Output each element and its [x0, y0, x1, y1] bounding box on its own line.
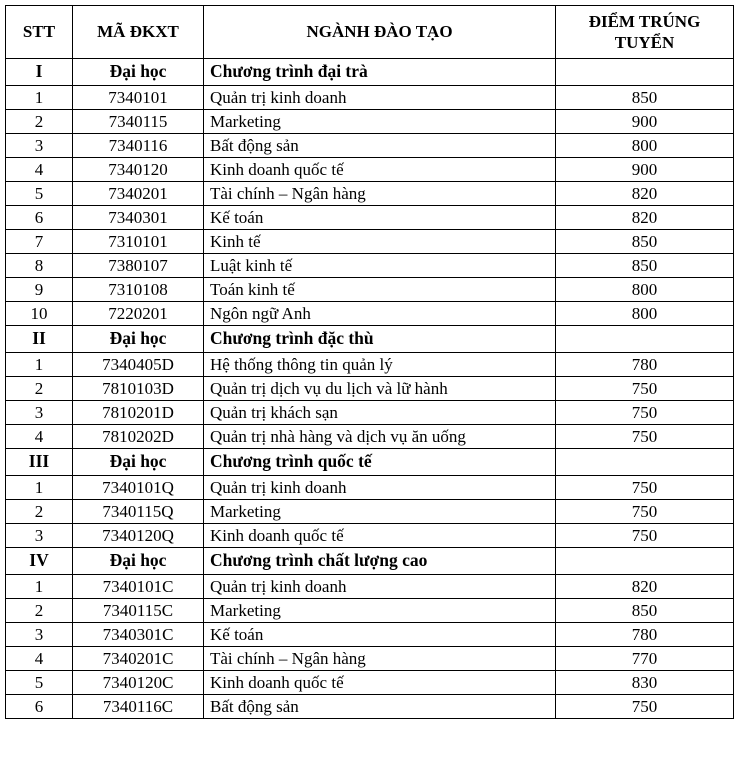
section-numeral: III: [6, 449, 73, 476]
section-row: [6, 548, 734, 575]
cell-major: Kinh tế: [204, 230, 556, 254]
table-row: [6, 182, 734, 206]
cell-score: 830: [556, 671, 734, 695]
cell-code: 7810201D: [73, 401, 204, 425]
cell-score: 850: [556, 86, 734, 110]
cell-stt: 9: [6, 278, 73, 302]
cell-major: Quản trị dịch vụ du lịch và lữ hành: [204, 377, 556, 401]
cell-code: 7380107: [73, 254, 204, 278]
cell-stt: 2: [6, 377, 73, 401]
table-row: [6, 206, 734, 230]
table-row: [6, 401, 734, 425]
section-program: Chương trình quốc tế: [204, 449, 556, 476]
cell-stt: 5: [6, 182, 73, 206]
table-row: [6, 425, 734, 449]
cell-code: 7340120C: [73, 671, 204, 695]
cell-score: 850: [556, 599, 734, 623]
cell-code: 7340115Q: [73, 500, 204, 524]
cell-score: 750: [556, 695, 734, 719]
cell-major: Quản trị nhà hàng và dịch vụ ăn uống: [204, 425, 556, 449]
cell-stt: 1: [6, 476, 73, 500]
table-row: [6, 158, 734, 182]
table-row: [6, 695, 734, 719]
admission-score-table: [5, 5, 734, 719]
cell-major: Kế toán: [204, 206, 556, 230]
table-row: [6, 302, 734, 326]
cell-stt: 3: [6, 524, 73, 548]
cell-code: 7340101Q: [73, 476, 204, 500]
cell-code: 7810202D: [73, 425, 204, 449]
table-row: [6, 500, 734, 524]
cell-code: 7340405D: [73, 353, 204, 377]
cell-score: 750: [556, 524, 734, 548]
cell-code: 7220201: [73, 302, 204, 326]
cell-score: 820: [556, 575, 734, 599]
cell-code: 7340115: [73, 110, 204, 134]
section-program: Chương trình đại trà: [204, 59, 556, 86]
table-row: [6, 134, 734, 158]
table-row: [6, 254, 734, 278]
cell-major: Quản trị kinh doanh: [204, 86, 556, 110]
cell-stt: 3: [6, 401, 73, 425]
cell-major: Kinh doanh quốc tế: [204, 158, 556, 182]
section-level: Đại học: [73, 59, 204, 86]
cell-score: 850: [556, 254, 734, 278]
cell-stt: 1: [6, 353, 73, 377]
section-numeral: IV: [6, 548, 73, 575]
section-row: [6, 449, 734, 476]
cell-score: 820: [556, 206, 734, 230]
cell-score: 780: [556, 353, 734, 377]
cell-major: Quản trị kinh doanh: [204, 476, 556, 500]
cell-major: Tài chính – Ngân hàng: [204, 647, 556, 671]
cell-major: Hệ thống thông tin quản lý: [204, 353, 556, 377]
cell-score: 770: [556, 647, 734, 671]
cell-major: Toán kinh tế: [204, 278, 556, 302]
section-row: [6, 326, 734, 353]
cell-score: 750: [556, 500, 734, 524]
cell-stt: 3: [6, 623, 73, 647]
table-row: [6, 575, 734, 599]
section-program: Chương trình đặc thù: [204, 326, 556, 353]
cell-code: 7340301C: [73, 623, 204, 647]
cell-code: 7340120Q: [73, 524, 204, 548]
cell-stt: 2: [6, 500, 73, 524]
cell-score: 750: [556, 476, 734, 500]
cell-major: Marketing: [204, 500, 556, 524]
cell-score: 900: [556, 158, 734, 182]
table-row: [6, 623, 734, 647]
section-level: Đại học: [73, 548, 204, 575]
cell-major: Bất động sản: [204, 695, 556, 719]
cell-major: Marketing: [204, 599, 556, 623]
cell-code: 7340301: [73, 206, 204, 230]
column-header-stt: STT: [6, 6, 73, 59]
cell-code: 7340116C: [73, 695, 204, 719]
cell-code: 7340201: [73, 182, 204, 206]
cell-stt: 10: [6, 302, 73, 326]
cell-score: 750: [556, 401, 734, 425]
table-row: [6, 599, 734, 623]
section-level: Đại học: [73, 449, 204, 476]
table-row: [6, 671, 734, 695]
table-row: [6, 647, 734, 671]
cell-stt: 4: [6, 425, 73, 449]
cell-code: 7340116: [73, 134, 204, 158]
header-row: [6, 6, 734, 59]
cell-major: Quản trị kinh doanh: [204, 575, 556, 599]
cell-major: Kế toán: [204, 623, 556, 647]
cell-code: 7810103D: [73, 377, 204, 401]
cell-code: 7340101C: [73, 575, 204, 599]
cell-major: Tài chính – Ngân hàng: [204, 182, 556, 206]
cell-score: 800: [556, 134, 734, 158]
column-header-score: ĐIỂM TRÚNG TUYỂN: [556, 6, 734, 59]
section-score: [556, 59, 734, 86]
section-score: [556, 548, 734, 575]
cell-score: 750: [556, 425, 734, 449]
cell-major: Quản trị khách sạn: [204, 401, 556, 425]
cell-major: Kinh doanh quốc tế: [204, 671, 556, 695]
column-header-major: NGÀNH ĐÀO TẠO: [204, 6, 556, 59]
cell-score: 850: [556, 230, 734, 254]
cell-code: 7340115C: [73, 599, 204, 623]
table-row: [6, 110, 734, 134]
cell-major: Marketing: [204, 110, 556, 134]
cell-score: 750: [556, 377, 734, 401]
cell-major: Ngôn ngữ Anh: [204, 302, 556, 326]
cell-score: 800: [556, 278, 734, 302]
cell-stt: 6: [6, 695, 73, 719]
cell-stt: 7: [6, 230, 73, 254]
cell-stt: 1: [6, 86, 73, 110]
table-body: [6, 59, 734, 719]
cell-stt: 8: [6, 254, 73, 278]
cell-code: 7340201C: [73, 647, 204, 671]
cell-stt: 6: [6, 206, 73, 230]
cell-code: 7310101: [73, 230, 204, 254]
section-row: [6, 59, 734, 86]
section-level: Đại học: [73, 326, 204, 353]
section-program: Chương trình chất lượng cao: [204, 548, 556, 575]
table-row: [6, 230, 734, 254]
cell-major: Bất động sản: [204, 134, 556, 158]
section-numeral: I: [6, 59, 73, 86]
section-score: [556, 326, 734, 353]
column-header-code: MÃ ĐKXT: [73, 6, 204, 59]
table-row: [6, 377, 734, 401]
table-row: [6, 278, 734, 302]
section-score: [556, 449, 734, 476]
cell-stt: 2: [6, 599, 73, 623]
section-numeral: II: [6, 326, 73, 353]
cell-code: 7310108: [73, 278, 204, 302]
cell-score: 800: [556, 302, 734, 326]
cell-score: 900: [556, 110, 734, 134]
table-header: [6, 6, 734, 59]
cell-score: 780: [556, 623, 734, 647]
cell-stt: 1: [6, 575, 73, 599]
table-row: [6, 524, 734, 548]
cell-major: Kinh doanh quốc tế: [204, 524, 556, 548]
cell-stt: 3: [6, 134, 73, 158]
cell-major: Luật kinh tế: [204, 254, 556, 278]
cell-stt: 2: [6, 110, 73, 134]
table-row: [6, 353, 734, 377]
cell-stt: 4: [6, 647, 73, 671]
cell-code: 7340120: [73, 158, 204, 182]
cell-stt: 4: [6, 158, 73, 182]
table-row: [6, 86, 734, 110]
cell-stt: 5: [6, 671, 73, 695]
cell-code: 7340101: [73, 86, 204, 110]
cell-score: 820: [556, 182, 734, 206]
table-row: [6, 476, 734, 500]
